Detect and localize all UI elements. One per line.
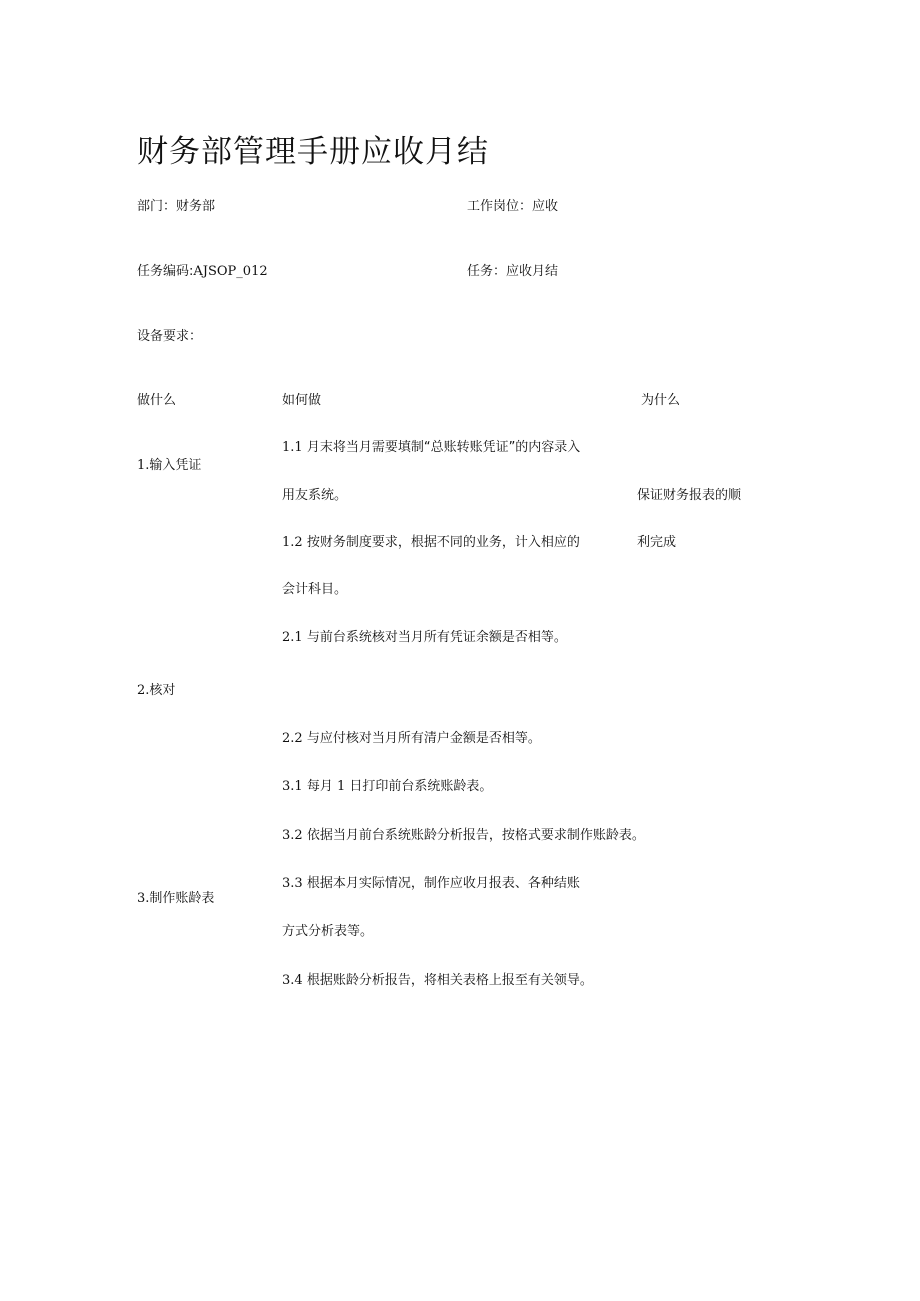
- step-name: 制作账龄表: [149, 891, 215, 906]
- substep-line: [282, 727, 541, 746]
- substep-text: 与应付核对当月所有清户金额是否相等。: [306, 731, 541, 746]
- substep-text: 与前台系统核对当月所有凭证余额是否相等。: [306, 630, 567, 645]
- step-number: 3.: [137, 891, 150, 906]
- substep-line: [282, 969, 593, 988]
- substep-number: 1.1: [282, 440, 303, 455]
- step-name: 核对: [149, 683, 176, 698]
- substep-text: 按财务制度要求，根据不同的业务，计入相应的: [306, 535, 580, 550]
- position-field: 工作岗位：应收: [467, 199, 559, 214]
- substep-number: 2.2: [282, 731, 303, 746]
- step-what: [137, 887, 214, 906]
- reason-line: 利完成: [637, 535, 677, 550]
- step-number: 1.: [137, 458, 150, 473]
- substep-line: [282, 436, 580, 455]
- substep-text: 依据当月前台系统账龄分析报告，按格式要求制作账龄表。: [306, 828, 645, 843]
- substep-number: 3.2: [282, 828, 303, 843]
- step-name: 输入凭证: [149, 458, 202, 473]
- department-field: 部门：财务部: [137, 199, 216, 214]
- substep-line: [282, 531, 580, 550]
- substep-text: 日打印前台系统账龄表。: [349, 779, 493, 794]
- substep-line: [282, 775, 492, 794]
- header-how: 如何做: [282, 393, 322, 408]
- substep-continuation: 会计科目。: [282, 582, 348, 597]
- task-code-label: 任务编码:: [137, 264, 194, 279]
- substep-line: [282, 626, 567, 645]
- substep-text: 根据账龄分析报告，将相关表格上报至有关领导。: [306, 973, 593, 988]
- task-field: 任务：应收月结: [467, 264, 559, 279]
- substep-text: 月末将当月需要填制“总账转账凭证”的内容录入: [306, 440, 581, 455]
- task-code-value: AJSOP_012: [193, 264, 268, 279]
- step-what: [137, 454, 201, 473]
- substep-number: 3.4: [282, 973, 303, 988]
- substep-number: 1.2: [282, 535, 303, 550]
- substep-continuation: 用友系统。: [282, 488, 348, 503]
- page-title: 财务部管理手册应收月结: [137, 134, 489, 170]
- step-what: [137, 679, 175, 698]
- substep-number: 3.1: [282, 779, 303, 794]
- substep-number: 2.1: [282, 630, 303, 645]
- substep-line: [282, 872, 580, 891]
- equipment-requirement: 设备要求：: [137, 329, 203, 344]
- header-why: 为什么: [641, 393, 681, 408]
- day-number: 1: [336, 779, 346, 794]
- substep-line: [282, 824, 645, 843]
- reason-line: 保证财务报表的顺: [637, 488, 742, 503]
- substep-text: 根据本月实际情况，制作应收月报表、各种结账: [306, 876, 580, 891]
- substep-text: 每月: [306, 779, 333, 794]
- substep-continuation: 方式分析表等。: [282, 924, 374, 939]
- step-number: 2.: [137, 683, 150, 698]
- substep-number: 3.3: [282, 876, 303, 891]
- task-code-field: [137, 260, 268, 279]
- header-what: 做什么: [137, 393, 177, 408]
